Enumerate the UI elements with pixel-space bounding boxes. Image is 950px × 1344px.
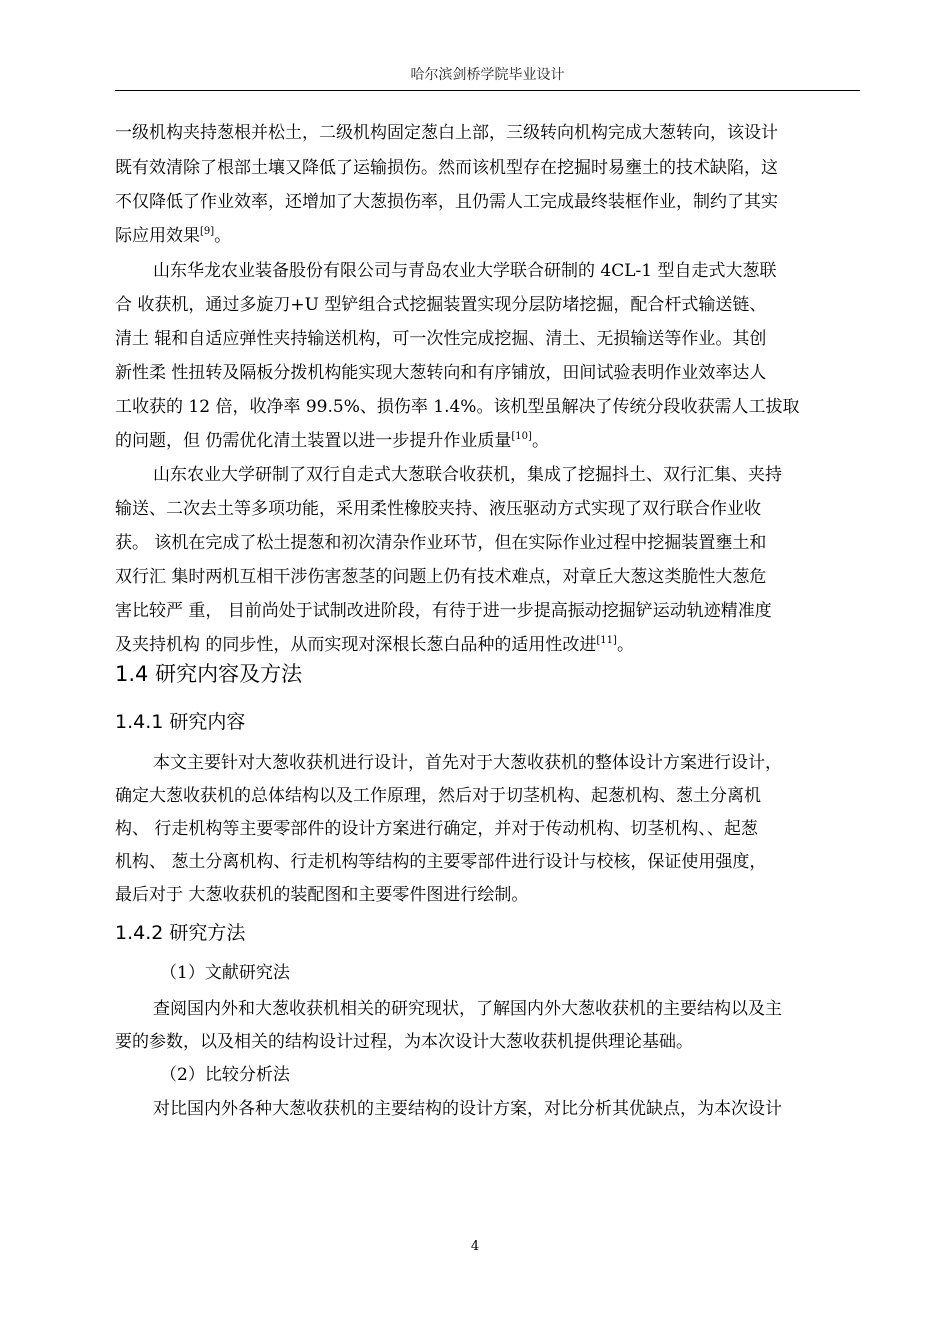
page-header: 哈尔滨剑桥学院毕业设计 <box>410 67 565 83</box>
paragraph-line <box>115 634 634 656</box>
paragraph-line: 机构、 葱土分离机构、行走机构等结构的主要零部件进行设计与校核，保证使用强度， <box>115 852 767 872</box>
header-divider <box>115 90 860 91</box>
subsection-heading: 1.4.2 研究方法 <box>115 922 246 944</box>
citation-ref: [10] <box>511 431 532 442</box>
paragraph-end: 。 <box>214 226 232 246</box>
paragraph-line: 合 收获机，通过多旋刀+U 型铲组合式挖掘装置实现分层防堵挖掘，配合杆式输送链、 <box>115 295 767 315</box>
paragraph-line: 山东华龙农业装备股份有限公司与青岛农业大学联合研制的 4CL-1 型自走式大葱联 <box>153 261 777 281</box>
paragraph-text: 际应用效果 <box>115 226 200 246</box>
section-heading: 1.4 研究内容及方法 <box>115 662 303 686</box>
paragraph-line: 新性柔 性扭转及隔板分拨机构能实现大葱转向和有序铺放，田间试验表明作业效率达人 <box>115 363 767 383</box>
paragraph-line: 本文主要针对大葱收获机进行设计，首先对于大葱收获机的整体设计方案进行设计， <box>153 753 782 773</box>
paragraph-end: 。 <box>616 635 634 655</box>
list-item-label: （2）比较分析法 <box>160 1065 290 1085</box>
paragraph-line: 双行汇 集时两机互相干涉伤害葱茎的问题上仍有技术难点，对章丘大葱这类脆性大葱危 <box>115 567 767 587</box>
paragraph-line: 构、 行走机构等主要零部件的设计方案进行确定，并对于传动机构、切茎机构、、起葱 <box>115 819 758 839</box>
paragraph-line: 害比较严 重， 目前尚处于试制改进阶段，有待于进一步提高振动挖掘铲运动轨迹精准度 <box>115 601 772 621</box>
paragraph-end: 。 <box>531 431 549 451</box>
paragraph-line: 既有效清除了根部土壤又降低了运输损伤。然而该机型存在挖掘时易壅土的技术缺陷，这 <box>115 158 778 178</box>
paragraph-line: 查阅国内外和大葱收获机相关的研究现状，了解国内外大葱收获机的主要结构以及主 <box>153 999 782 1019</box>
paragraph-line <box>115 225 231 247</box>
subsection-heading: 1.4.1 研究内容 <box>115 711 246 733</box>
citation-ref: [9] <box>200 226 215 237</box>
list-item-label: （1）文献研究法 <box>160 963 290 983</box>
paragraph-line: 清土 辊和自适应弹性夹持输送机构，可一次性完成挖掘、清土、无损输送等作业。其创 <box>115 329 767 349</box>
paragraph-line: 不仅降低了作业效率，还增加了大葱损伤率，且仍需人工完成最终装框作业，制约了其实 <box>115 192 778 212</box>
paragraph-line: 一级机构夹持葱根并松土，二级机构固定葱白上部，三级转向机构完成大葱转向，该设计 <box>115 123 778 143</box>
paragraph-text: 及夹持机构 的同步性，从而实现对深根长葱白品种的适用性改进 <box>115 635 597 655</box>
paragraph-line: 对比国内外各种大葱收获机的主要结构的设计方案，对比分析其优缺点，为本次设计 <box>153 1099 782 1119</box>
paragraph-line: 确定大葱收获机的总体结构以及工作原理，然后对于切茎机构、起葱机构、葱土分离机 <box>115 786 761 806</box>
paragraph-text: 的问题，但 仍需优化清土装置以进一步提升作业质量 <box>115 431 512 451</box>
citation-ref: [11] <box>596 635 617 646</box>
paragraph-line: 获。 该机在完成了松土提葱和初次清杂作业环节，但在实际作业过程中挖掘装置壅土和 <box>115 533 767 553</box>
page-number: 4 <box>470 1239 480 1254</box>
paragraph-line: 输送、二次去土等多项功能，采用柔性橡胶夹持、液压驱动方式实现了双行联合作业收 <box>115 499 761 519</box>
paragraph-line: 工收获的 12 倍，收净率 99.5%、损伤率 1.4%。该机型虽解决了传统分段收获需人工拔取 <box>115 397 800 417</box>
paragraph-line: 要的参数，以及相关的结构设计过程，为本次设计大葱收获机提供理论基础。 <box>115 1032 693 1052</box>
paragraph-line <box>115 430 549 452</box>
paragraph-line: 最后对于 大葱收获机的装配图和主要零件图进行绘制。 <box>115 885 529 905</box>
paragraph-line: 山东农业大学研制了双行自走式大葱联合收获机，集成了挖掘抖土、双行汇集、夹持 <box>153 465 782 485</box>
